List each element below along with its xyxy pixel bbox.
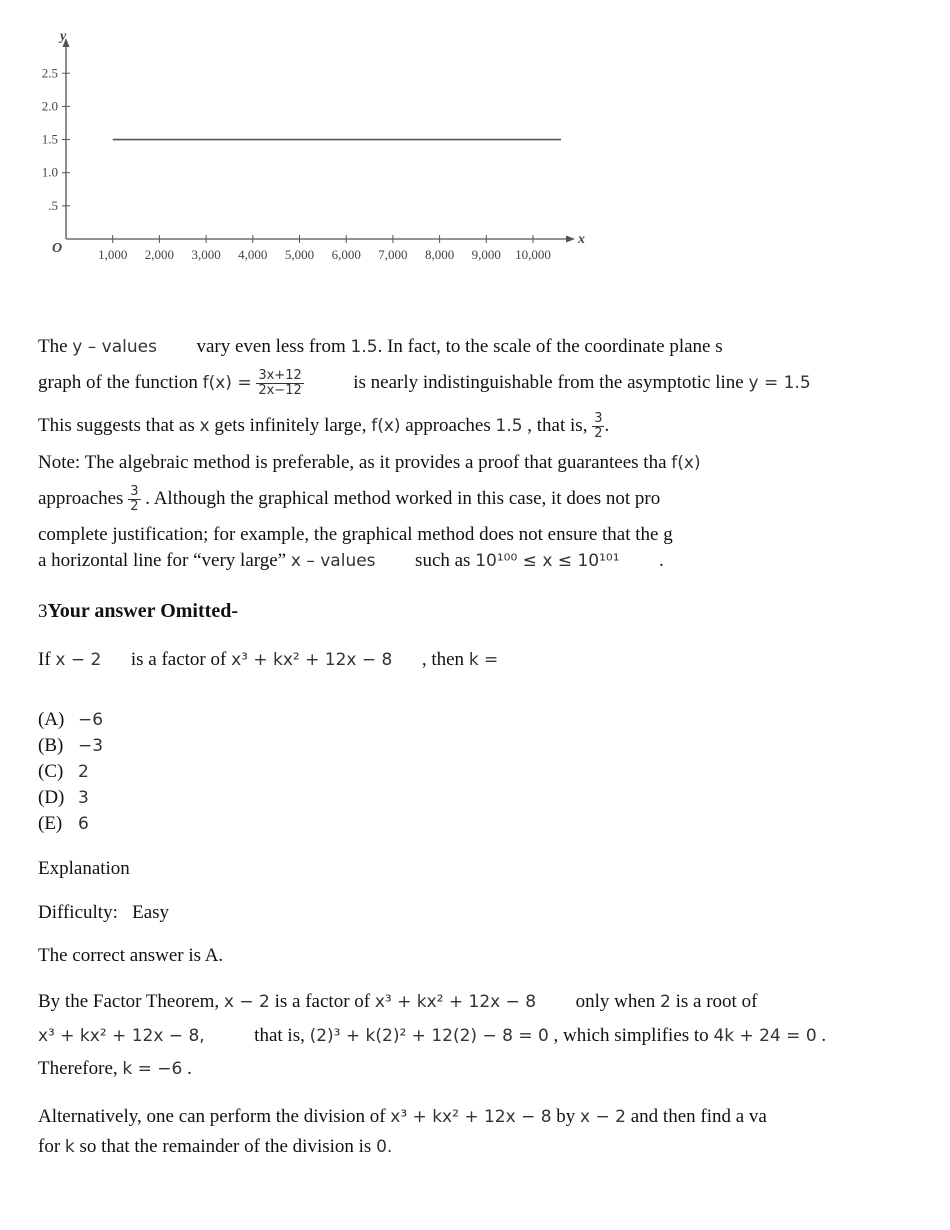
k-math: k = [468, 650, 499, 670]
text: approaches [38, 488, 124, 509]
paragraph-7 [38, 547, 950, 575]
y-tick-label: .5 [48, 197, 58, 213]
option-label: (D) [38, 787, 65, 808]
fx-math: f(x) [371, 416, 401, 436]
text: , which simplifies to [553, 1025, 709, 1046]
question-header [38, 597, 238, 626]
text: This suggests that as [38, 415, 195, 436]
origin-label: O [52, 241, 63, 256]
text: only when [575, 991, 656, 1012]
x-tick-label: 2,000 [144, 247, 175, 262]
difficulty: Difficulty: Easy [38, 902, 170, 923]
option-value: 3 [78, 788, 89, 808]
option-d[interactable] [38, 785, 103, 811]
simplified-math: 4k + 24 = 0 [713, 1026, 817, 1046]
explanation-line-2 [38, 1022, 950, 1050]
y-axis-label: y [60, 29, 67, 44]
inequality-math: 10¹⁰⁰ ≤ x ≤ 10¹⁰¹ [475, 551, 620, 571]
text: is a factor of [130, 649, 227, 670]
text: for [38, 1136, 61, 1157]
x-tick-label: 5,000 [284, 247, 315, 262]
fx-math: f(x) [671, 453, 701, 473]
factor-math: x − 2 [55, 650, 102, 670]
function-name-math: f(x) = [202, 373, 252, 393]
explanation-line-5 [38, 1133, 392, 1161]
divisor-math: x − 2 [580, 1107, 626, 1127]
text: In fact, to the scale of the coordinate plane s [387, 336, 723, 357]
text: a horizontal line for “very large” [38, 550, 287, 571]
paragraph-2 [38, 369, 950, 398]
text: . [659, 550, 664, 571]
explanation-line-1 [38, 988, 950, 1016]
text: Therefore, [38, 1058, 118, 1079]
text: gets infinitely large, [214, 415, 367, 436]
x-tick-label: 1,000 [98, 247, 128, 262]
text: Alternatively, one can perform the division of [38, 1106, 386, 1127]
fraction-numerator: 3 [130, 485, 139, 500]
y-tick-label: 2.5 [41, 65, 58, 81]
text: so that the remainder of the division is [79, 1136, 372, 1157]
text: . [187, 1058, 192, 1079]
paragraph-4 [38, 449, 950, 477]
fraction-denominator: 2 [130, 499, 139, 515]
x-axis-label: x [578, 232, 585, 247]
option-label: (A) [38, 709, 65, 730]
explanation-label: Explanation [38, 858, 130, 879]
option-value: 2 [78, 762, 89, 782]
k-math: k [64, 1137, 75, 1157]
y-tick-label: 2.0 [41, 98, 58, 114]
text: The [38, 336, 68, 357]
answer-status: Omitted- [160, 600, 238, 622]
three-halves-fraction [128, 485, 140, 514]
x-axis-arrow [566, 236, 575, 243]
explanation-line-3 [38, 1055, 192, 1083]
value-1-5-math: 1.5 [350, 337, 378, 357]
polynomial-math: x³ + kx² + 12x − 8 [231, 650, 393, 670]
option-e[interactable] [38, 811, 103, 837]
function-graph [30, 28, 590, 268]
equation-math: (2)³ + k(2)² + 12(2) − 8 = 0 [309, 1026, 549, 1046]
k-value-math: k = −6 [122, 1059, 183, 1079]
fraction-denominator: 2x−12 [258, 383, 302, 399]
text: is a root of [675, 991, 758, 1012]
text: graph of the function [38, 372, 198, 393]
x-tick-label: 7,000 [378, 247, 408, 262]
text: is nearly indistinguishable from the asymptotic line [353, 372, 744, 393]
fraction-numerator: 3x+12 [258, 369, 302, 384]
x-values-math: x – values [290, 551, 376, 571]
fraction-denominator: 2 [594, 426, 603, 442]
option-value: −6 [78, 710, 104, 730]
text: and then find a va [630, 1106, 767, 1127]
fraction-numerator: 3 [594, 412, 603, 427]
text: . [821, 1025, 827, 1046]
option-value: 6 [78, 814, 89, 834]
polynomial-math: x³ + kx² + 12x − 8, [38, 1026, 205, 1046]
root-math: 2 [660, 992, 671, 1012]
x-tick-label: 4,000 [238, 247, 268, 262]
correct-answer: The correct answer is A. [38, 945, 224, 966]
x-tick-label: 9,000 [471, 247, 501, 262]
x-tick-label: 3,000 [191, 247, 221, 262]
polynomial-math: x³ + kx² + 12x − 8 [390, 1107, 552, 1127]
x-tick-label: 10,000 [515, 247, 551, 262]
y-tick-label: 1.0 [41, 164, 58, 180]
question-number: 3 [38, 601, 48, 622]
option-a[interactable] [38, 707, 103, 733]
explanation-line-4 [38, 1103, 950, 1131]
option-c[interactable] [38, 759, 103, 785]
option-label: (C) [38, 761, 64, 782]
text: complete justification; for example, the graphical method does not ensure that the g [38, 524, 673, 545]
text: By the Factor Theorem, [38, 991, 220, 1012]
y-tick-label: 1.5 [41, 131, 58, 147]
y-values-math: y – values [72, 337, 157, 357]
text: , then [421, 649, 465, 670]
factor-math: x − 2 [223, 992, 270, 1012]
text: vary even less from [196, 336, 346, 357]
polynomial-math: x³ + kx² + 12x − 8 [374, 992, 537, 1012]
option-b[interactable] [38, 733, 103, 759]
text: If [38, 649, 51, 670]
text: approaches [405, 415, 491, 436]
paragraph-6 [38, 521, 950, 549]
x-tick-label: 6,000 [331, 247, 361, 262]
text: Note: The algebraic method is preferable, as it provides a proof that guarantees tha [38, 452, 667, 473]
paragraph-3: This suggests that as x gets infinitely large, f(x) approaches 1.5 , that is, $\frac{3}{2}$ . [38, 412, 610, 442]
text: , that is, [527, 415, 588, 436]
x-tick-label: 8,000 [424, 247, 455, 262]
text: is a factor of [274, 991, 371, 1012]
function-fraction [256, 369, 303, 398]
three-halves-fraction [592, 412, 604, 441]
option-label: (B) [38, 735, 64, 756]
paragraph-5 [38, 485, 950, 514]
value-1-5-math: 1.5 [495, 416, 523, 436]
asymptote-math: y = 1.5 [748, 373, 811, 393]
text: that is, [254, 1025, 305, 1046]
paragraph-1: The y – values vary even less from 1.5. In fact, to the scale of the coordinate plane s [38, 336, 723, 357]
your-answer-label: Your answer [47, 600, 156, 622]
option-label: (E) [38, 813, 63, 834]
text: such as [415, 550, 471, 571]
option-value: −3 [78, 736, 104, 756]
zero-math: 0. [376, 1137, 393, 1157]
question-stem [38, 646, 498, 674]
answer-options [38, 707, 103, 837]
text: by [556, 1106, 576, 1127]
x-math: x [199, 416, 210, 436]
text: . Although the graphical method worked in this case, it does not pro [145, 488, 661, 509]
